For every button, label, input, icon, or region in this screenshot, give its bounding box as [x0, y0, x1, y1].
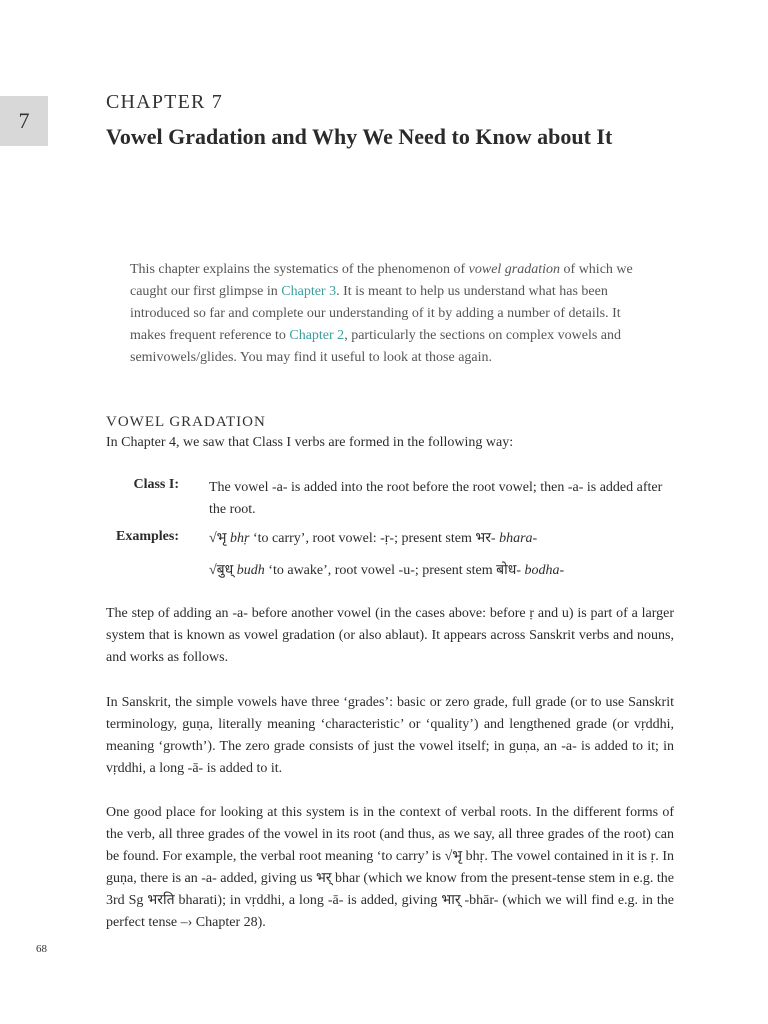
chapter-tab: 7: [0, 96, 48, 146]
abstract-text: of which we caught our first glimpse in: [130, 262, 633, 299]
page-number: 68: [36, 943, 47, 955]
stem-devanagari: बोध-: [496, 563, 522, 578]
stem-devanagari: भर-: [475, 531, 496, 546]
chapter-2-link[interactable]: Chapter 2: [289, 328, 345, 343]
abstract-text: . It is meant to help us understand what has been introduced so far and complete our understanding of it by adding a number of details. It makes frequent reference to: [130, 284, 621, 343]
chapter-title: Vowel Gradation and Why We Need to Know about It: [106, 124, 613, 149]
stem-transliteration: bhara-: [499, 531, 538, 546]
intro-text: , we saw that Class I verbs are formed in the following way:: [176, 435, 514, 450]
section-heading: VOWEL GRADATION: [106, 414, 266, 430]
intro-text: In: [106, 435, 122, 450]
chapter-3-link[interactable]: Chapter 3: [281, 284, 337, 299]
stem-transliteration: bodha-: [524, 563, 565, 578]
root-transliteration: bhṛ: [230, 531, 250, 546]
root-devanagari: √भृ: [209, 531, 227, 546]
paragraph-grades: In Sanskrit, the simple vowels have three ‘grades’: basic or zero grade, full grade (or to use Sanskrit terminology, guṇa, literally meaning ‘characteristic’ or ‘quality’) and lengthened grade (or vṛddhi, meaning ‘growth’). The zero grade consists of just the vowel itself; in guṇa, an -a- is added to it; in vṛddhi, a long -ā- is added to it.: [106, 695, 674, 776]
abstract-text: This chapter explains the systematics of the phenomenon of: [130, 262, 469, 277]
example-gloss: ‘to awake’, root vowel -u-; present stem: [264, 563, 497, 578]
chapter-label: CHAPTER 7: [106, 91, 223, 113]
abstract-emphasis: vowel gradation: [468, 262, 561, 277]
example-row: [209, 560, 675, 582]
class-label: Class I:: [133, 477, 179, 492]
intro-paragraph: [106, 432, 674, 454]
example-row: [209, 528, 675, 550]
root-devanagari: √बुध्: [209, 563, 234, 578]
root-transliteration: budh: [236, 563, 265, 578]
example-gloss: ‘to carry’, root vowel: -ṛ-; present stem: [249, 531, 476, 546]
paragraph-verbal-roots: One good place for looking at this system is in the context of verbal roots. In the different forms of the verb, all three grades of the vowel in its root (and thus, as we say, all three grades of the root) can be found. For example, the verbal root meaning ‘to carry’ is √भृ bhṛ. The vowel contained in it is ṛ. In guṇa, there is an -a- added, giving us भर् bhar (which we know from the present-tense stem in e.g. the 3rd Sg भरति bharati); in vṛddhi, a long -ā- is added, giving भार् -bhār- (which we will find e.g. in the perfect tense –› Chapter 28).: [106, 805, 675, 930]
abstract-text: , particularly the sections on complex vowels and semivowels/glides. You may find it useful to look at those again.: [130, 328, 622, 365]
examples-label: Examples:: [116, 529, 179, 544]
paragraph-gradation-intro: The step of adding an -a- before another vowel (in the cases above: before ṛ and u) is part of a larger system that is known as vowel gradation (or also ablaut). It appears across Sanskrit verbs and nouns, and works as follows.: [106, 606, 674, 665]
chapter-reference: Chapter 4: [121, 435, 176, 450]
chapter-abstract: [130, 259, 650, 369]
class-description: The vowel -a- is added into the root before the root vowel; then -a- is added after the root.: [209, 480, 663, 517]
